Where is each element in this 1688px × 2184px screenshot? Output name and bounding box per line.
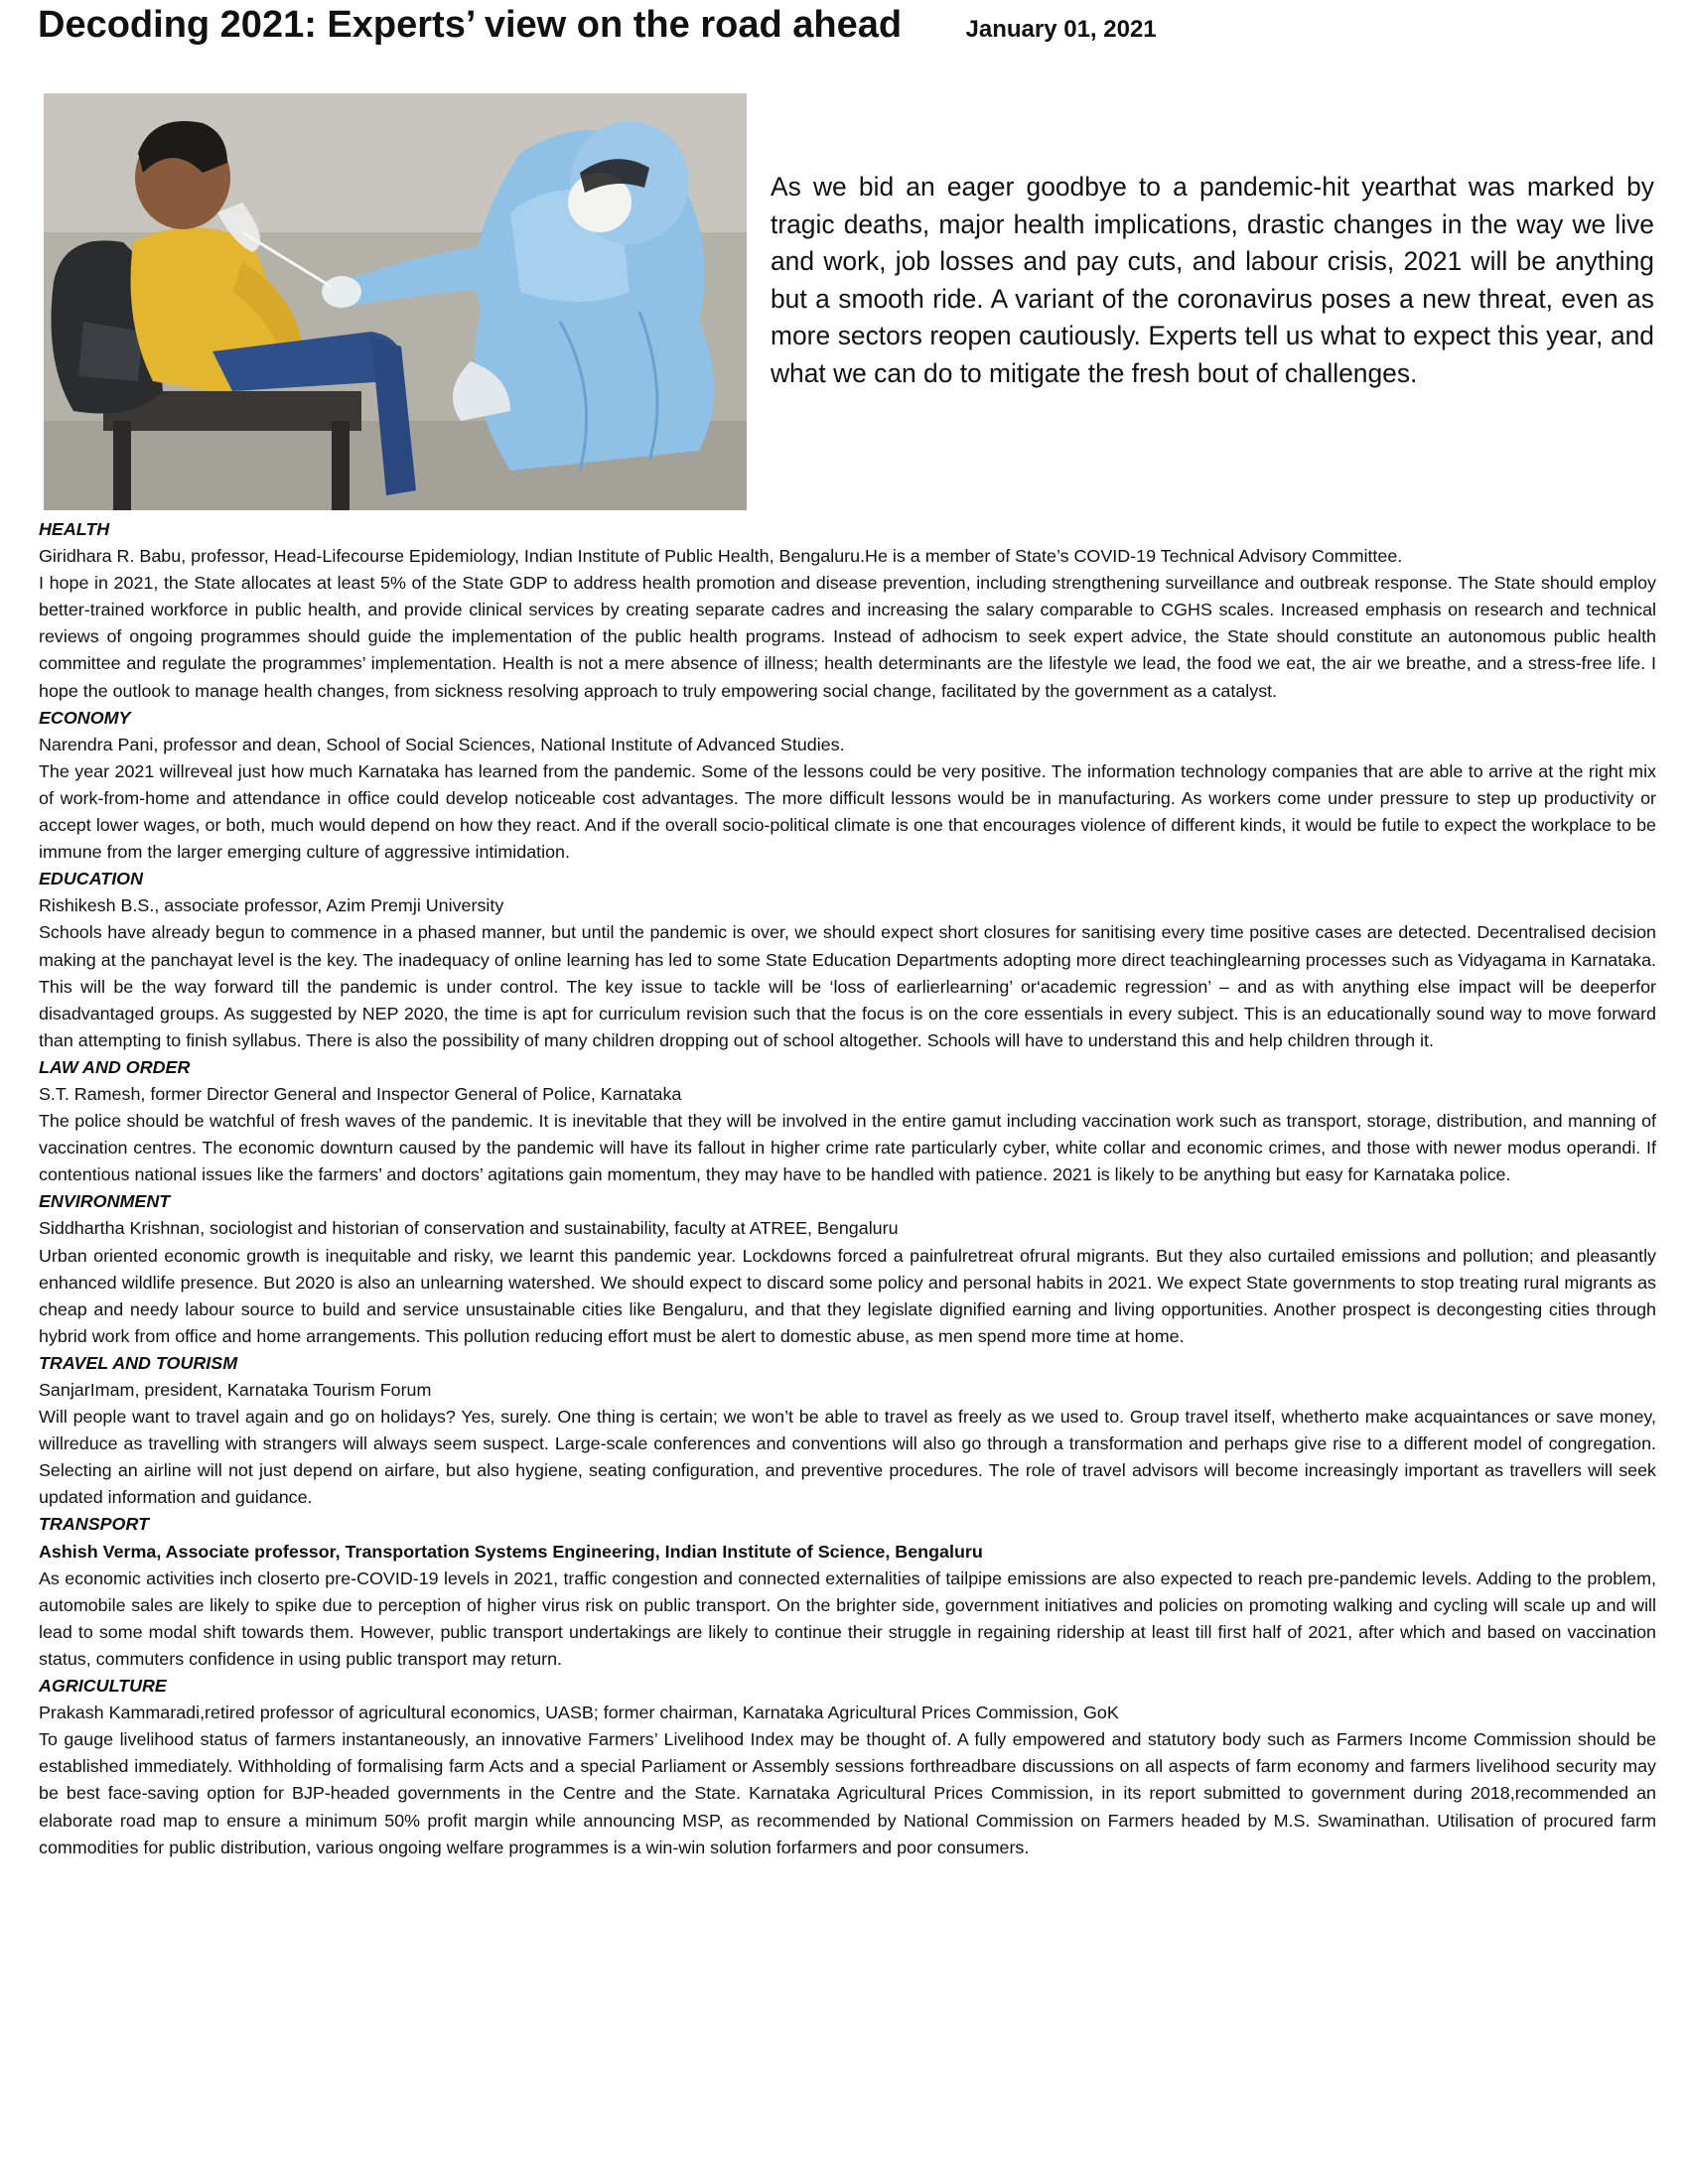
byline-economy: Narendra Pani, professor and dean, School of Social Sciences, National Institute of Advanced Studies. — [39, 734, 845, 754]
article-body — [39, 516, 1656, 1861]
byline-environment: Siddhartha Krishnan, sociologist and historian of conservation and sustainability, faculty at ATREE, Bengaluru — [39, 1218, 899, 1239]
section-heading-education: EDUCATION — [39, 869, 144, 889]
article-header — [38, 4, 1666, 64]
paragraph-economy: The year 2021 willreveal just how much Karnataka has learned from the pandemic. Some of the lessons could be very positive. The information technology companies that are able to arrive at the right mix of work-from-home and attendance in office could develop noticeable cost advantages. The more difficult lessons would be in manufacturing. As workers come under pressure to step up productivity or accept lower wages, or both, much would depend on how they react. And if the overall socio-political climate is one that encourages violence of different kinds, it would be futile to expect the workplace to be immune from the larger emerging culture of aggressive intimidation. — [39, 760, 1656, 863]
article-date: January 01, 2021 — [965, 16, 1157, 43]
byline-education: Rishikesh B.S., associate professor, Azim Premji University — [39, 895, 504, 916]
article-photo — [44, 93, 747, 510]
paragraph-law-and-order: The police should be watchful of fresh waves of the pandemic. It is inevitable that they will be involved in the entire gamut including vaccination work such as transport, storage, distribution, and manning of vaccination centres. The economic downturn caused by the pandemic will have its fallout in higher crime rate particularly cyber, white collar and economic crimes, and those with newer modus operandi. If contentious national issues like the farmers’ and doctors’ agitations gain momentum, they may have to be handled with patience. 2021 is likely to be anything but easy for Karnataka police. — [39, 1111, 1656, 1185]
section-heading-environment: ENVIRONMENT — [39, 1191, 171, 1212]
section-heading-economy: ECONOMY — [39, 707, 131, 728]
section-heading-travel-and-tourism: TRAVEL AND TOURISM — [39, 1352, 238, 1373]
section-heading-agriculture: AGRICULTURE — [39, 1676, 167, 1697]
paragraph-travel-and-tourism: Will people want to travel again and go on holidays? Yes, surely. One thing is certain; we won’t be able to travel as freely as we used to. Group travel itself, whetherto make acquaintances or save money, willreduce as travelling with strangers will always seem suspect. Large-scale conferences and conventions will also go through a transformation and perhaps give rise to a different model of congregation. Selecting an airline will not just depend on airfare, but also hygiene, seating configuration, and preventive procedures. The role of travel advisors will become increasingly important as travellers will seek updated information and guidance. — [39, 1407, 1656, 1508]
covid-swab-test-photo — [44, 93, 747, 510]
article-intro: As we bid an eager goodbye to a pandemic-hit yearthat was marked by tragic deaths, major health implications, drastic changes in the way we live and work, job losses and pay cuts, and labour crisis, 2021 will be anything but a smooth ride. A variant of the coronavirus poses a new threat, even as more sectors reopen cautiously. Experts tell us what to expect this year, and what we can do to mitigate the fresh bout of challenges. — [771, 172, 1654, 388]
paragraph-transport: As economic activities inch closerto pre-COVID-19 levels in 2021, traffic congestion and connected externalities of tailpipe emissions are also expected to reach pre-pandemic levels. Adding to the problem, automobile sales are likely to spike due to perception of higher virus risk on public transport. On the brighter side, government initiatives and policies on promoting walking and cycling will scale up and will lead to some modal shift towards them. However, public transport undertakings are likely to continue their struggle in regaining ridership at least till first half of 2021, after which and based on vaccination status, commuters confidence in using public transport may return. — [39, 1568, 1656, 1669]
section-heading-law-and-order: LAW AND ORDER — [39, 1056, 191, 1077]
byline-travel-and-tourism: SanjarImam, president, Karnataka Tourism Forum — [39, 1380, 432, 1400]
section-heading-transport: TRANSPORT — [39, 1514, 149, 1535]
article-title: Decoding 2021: Experts’ view on the road ahead — [38, 4, 903, 46]
paragraph-environment: Urban oriented economic growth is inequitable and risky, we learnt this pandemic year. Lockdowns forced a painfulretreat ofrural migrants. But they also curtailed emissions and pollution; and pleasantly enhanced wildlife presence. But 2020 is also an unlearning watershed. We should expect to discard some policy and personal habits in 2021. We expect State governments to stop treating rural migrants as cheap and needy labour source to build and service unsustainable cities like Bengaluru, and that they legislate dignified earning and living opportunities. Another prospect is decongesting cities through hybrid work from office and home arrangements. This pollution reducing effort must be alert to domestic abuse, as men spend more time at home. — [39, 1245, 1656, 1346]
byline-agriculture: Prakash Kammaradi,retired professor of agricultural economics, UASB; former chairman, Karnataka Agricultural Prices Commission, GoK — [39, 1703, 1119, 1723]
byline-transport: Ashish Verma, Associate professor, Transportation Systems Engineering, Indian Institute of Science, Bengaluru — [39, 1541, 983, 1562]
paragraph-health: I hope in 2021, the State allocates at least 5% of the State GDP to address health promotion and disease prevention, including strengthening surveillance and outbreak response. The State should employ better-trained workforce in public health, and provide clinical services by creating separate cadres and increasing the salary comparable to CGHS scales. Increased emphasis on research and technical reviews of ongoing programmes should guide the implementation of the public health programs. Instead of adhocism to seek expert advice, the State should constitute an autonomous public health committee and regulate the programmes’ implementation. Health is not a mere absence of illness; health determinants are the lifestyle we lead, the food we eat, the air we breathe, and a stress-free life. I hope the outlook to manage health changes, from sickness resolving approach to truly empowering social change, facilitated by the government as a catalyst. — [39, 573, 1656, 701]
paragraph-agriculture: To gauge livelihood status of farmers instantaneously, an innovative Farmers’ Livelihood Index may be thought of. A fully empowered and statutory body such as Farmers Income Commission should be established immediately. Withholding of formalising farm Acts and a special Parliament or Assembly sessions forthreadbare discussions on all aspects of farm economy and farmers livelihood security may be best face-saving option for BJP-headed governments in the Centre and the State. Karnataka Agricultural Prices Commission, in its report submitted to government during 2018,recommended an elaborate road map to ensure a minimum 50% profit margin while announcing MSP, as recommended by National Commission on Farmers headed by M.S. Swaminathan. Utilisation of procured farm commodities for public distribution, various ongoing welfare programmes is a win-win solution forfarmers and poor consumers. — [39, 1729, 1656, 1857]
byline-law-and-order: S.T. Ramesh, former Director General and Inspector General of Police, Karnataka — [39, 1083, 682, 1104]
section-heading-health: HEALTH — [39, 519, 110, 539]
byline-health: Giridhara R. Babu, professor, Head-Lifecourse Epidemiology, Indian Institute of Public Health, Bengaluru.He is a member of State’s COVID-19 Technical Advisory Committee. — [39, 546, 1403, 567]
paragraph-education: Schools have already begun to commence in a phased manner, but until the pandemic is over, we should expect short closures for sanitising every time positive cases are detected. Decentralised decision making at the panchayat level is the key. The inadequacy of online learning has led to some State Education Departments adopting more direct teachinglearning processes such as Vidyagama in Karnataka. This will be the way forward till the pandemic is under control. The key issue to tackle will be ‘loss of earlierlearning’ or‘academic regression’ – and as with anything else impact will be deeperfor disadvantaged groups. As suggested by NEP 2020, the time is apt for curriculum revision such that the focus is on the core essentials in every subject. This is an educationally sound way to move forward than attempting to finish syllabus. There is also the possibility of many children dropping out of school altogether. Schools will have to understand this and help children through it. — [39, 922, 1656, 1050]
